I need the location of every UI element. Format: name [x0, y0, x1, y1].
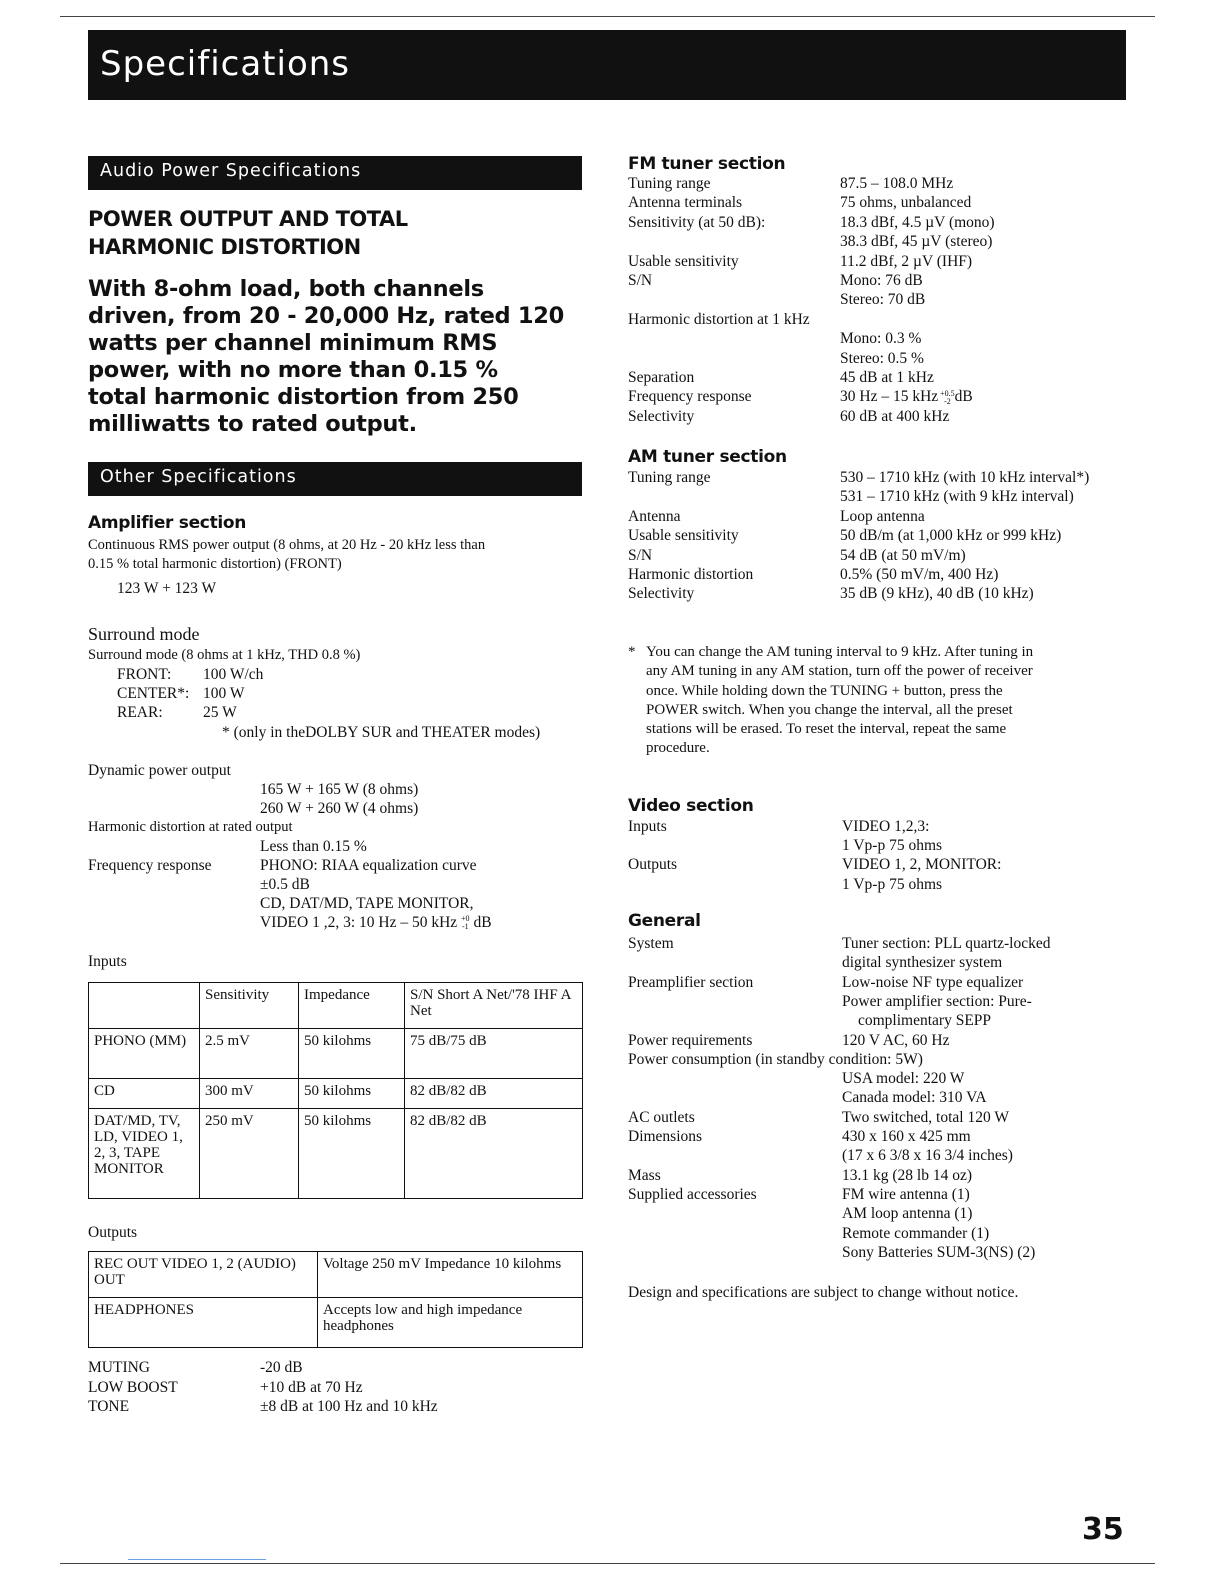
fm-value: Mono: 76 dB [840, 272, 923, 289]
amplifier-desc-1: Continuous RMS power output (8 ohms, at 20 Hz - 20 kHz less than [88, 537, 486, 553]
table-row: DAT/MD, TV, LD, VIDEO 1, 2, 3, TAPE MONITOR 250 mV 50 kilohms 82 dB/82 dB [89, 1109, 583, 1199]
table-row: PHONO (MM) 2.5 mV 50 kilohms 75 dB/75 dB [89, 1029, 583, 1079]
outputs-label: Outputs [88, 1224, 138, 1241]
surround-desc: Surround mode (8 ohms at 1 kHz, THD 0.8 %) [88, 647, 361, 663]
general-label: Power requirements [628, 1031, 753, 1049]
tone-label: TONE [88, 1398, 130, 1415]
frequency-value-3: CD, DAT/MD, TAPE MONITOR, [260, 895, 474, 912]
top-rule [60, 16, 1155, 17]
footer-note: Design and specifications are subject to change without notice. [628, 1284, 1019, 1301]
am-label: S/N [628, 546, 653, 564]
general-label: Power consumption (in standby condition: 5W) [628, 1050, 923, 1068]
am-value: Loop antenna [840, 507, 925, 525]
frequency-value-1: PHONO: RIAA equalization curve [260, 857, 477, 874]
general-value: USA model: 220 W [842, 1070, 965, 1088]
frequency-tolerance: +0 -1 [461, 914, 470, 932]
general-value: (17 x 6 3/8 x 16 3/4 inches) [842, 1147, 1013, 1165]
surround-front-value: 100 W/ch [203, 666, 264, 683]
audio-power-bar [88, 156, 582, 190]
am-label: Antenna [628, 507, 681, 525]
general-label: Mass [628, 1166, 661, 1184]
fm-value: 87.5 – 108.0 MHz [840, 175, 954, 192]
am-value: 54 dB (at 50 mV/m) [840, 546, 966, 564]
surround-note: * (only in theDOLBY SUR and THEATER modes) [222, 724, 541, 741]
general-value: Remote commander (1) [842, 1224, 990, 1242]
fm-value: 11.2 dBf, 2 µV (IHF) [840, 252, 973, 270]
table-row: HEADPHONES Accepts low and high impedance headphones [89, 1298, 583, 1348]
dynamic-value-2: 260 W + 260 W (4 ohms) [260, 800, 419, 817]
general-value: Two switched, total 120 W [842, 1108, 1009, 1126]
fm-value: 30 Hz – 15 kHz +0.5 -2 dB [840, 388, 973, 406]
fm-value: Stereo: 70 dB [840, 291, 926, 309]
harmonic-value: Less than 0.15 % [260, 838, 367, 855]
fm-label: Harmonic distortion at 1 kHz [628, 310, 810, 328]
dynamic-value-1: 165 W + 165 W (8 ohms) [260, 781, 419, 798]
general-value: 13.1 kg (28 lb 14 oz) [842, 1166, 973, 1184]
dynamic-label: Dynamic power output [88, 762, 231, 779]
general-value: 120 V AC, 60 Hz [842, 1031, 950, 1049]
am-label: Selectivity [628, 585, 695, 603]
surround-rear-value: 25 W [203, 704, 237, 721]
general-label: AC outlets [628, 1108, 695, 1126]
am-label: Usable sensitivity [628, 527, 739, 545]
amplifier-desc-2: 0.15 % total harmonic distortion) (FRONT) [88, 556, 342, 572]
general-value: AM loop antenna (1) [842, 1205, 973, 1223]
general-value: Low-noise NF type equalizer [842, 973, 1024, 991]
inputs-label: Inputs [88, 953, 127, 970]
harmonic-label: Harmonic distortion at rated output [88, 819, 293, 835]
fm-label: Usable sensitivity [628, 252, 739, 270]
am-value: 50 dB/m (at 1,000 kHz or 999 kHz) [840, 527, 1062, 545]
fm-label: S/N [628, 272, 653, 289]
am-value: 531 – 1710 kHz (with 9 kHz interval) [840, 488, 1074, 506]
power-statement: With 8-ohm load, both channels driven, from 20 - 20,000 Hz, rated 120 watts per channel minimum RMS power, with no more than 0.15 % total harmonic distortion from 250 milliwatts to rated output. [88, 276, 564, 437]
table-row: CD 300 mV 50 kilohms 82 dB/82 dB [89, 1079, 583, 1109]
general-value: Canada model: 310 VA [842, 1089, 987, 1107]
video-label: Inputs [628, 818, 667, 835]
amplifier-value: 123 W + 123 W [117, 580, 217, 597]
frequency-label: Frequency response [88, 857, 212, 874]
general-value: Tuner section: PLL quartz-locked [842, 935, 1051, 952]
muting-value: -20 dB [260, 1359, 303, 1376]
video-value: 1 Vp-p 75 ohms [842, 875, 943, 893]
general-heading: General [628, 911, 701, 931]
frequency-value-4: VIDEO 1 ,2, 3: 10 Hz – 50 kHz +0 -1 dB [260, 914, 492, 932]
table-row: Sensitivity Impedance S/N Short A Net/'78 IHF A Net [89, 983, 583, 1029]
am-note-mark: * [628, 644, 636, 660]
audio-power-bar-label: Audio Power Specifications [100, 161, 362, 181]
muting-label: MUTING [88, 1359, 150, 1376]
fm-value: Stereo: 0.5 % [840, 349, 924, 367]
am-note: You can change the AM tuning interval to 9 kHz. After tuning in any AM tuning in any AM station, turn off the power of receiver once. While holding down the TUNING + button, press the POWER switch. When you change the interval, all the preset stations will be erased. To reset the interval, repeat the same procedure. [646, 644, 1034, 757]
video-heading: Video section [628, 796, 754, 816]
page-number: 35 [1082, 1512, 1124, 1547]
power-output-heading: POWER OUTPUT AND TOTAL HARMONIC DISTORTION [88, 207, 408, 259]
fm-label: Selectivity [628, 407, 695, 425]
general-label: Dimensions [628, 1128, 703, 1145]
general-label: System [628, 935, 674, 952]
video-label: Outputs [628, 856, 678, 874]
lowboost-value: +10 dB at 70 Hz [260, 1379, 363, 1396]
fm-label: Separation [628, 369, 695, 386]
tone-value: ±8 dB at 100 Hz and 10 kHz [260, 1398, 438, 1415]
fm-label: Antenna terminals [628, 194, 743, 212]
surround-center-label: CENTER*: [117, 685, 190, 702]
surround-rear-label: REAR: [117, 704, 163, 721]
video-value: VIDEO 1, 2, MONITOR: [842, 856, 1002, 874]
fm-heading: FM tuner section [628, 154, 786, 174]
am-heading: AM tuner section [628, 447, 787, 467]
am-label: Tuning range [628, 469, 711, 486]
inputs-table [88, 982, 583, 1199]
fm-value: 38.3 dBf, 45 µV (stereo) [840, 233, 993, 251]
fm-label: Sensitivity (at 50 dB): [628, 213, 766, 231]
table-row: REC OUT VIDEO 1, 2 (AUDIO) OUT Voltage 250 mV Impedance 10 kilohms [89, 1252, 583, 1298]
page-title-bar [88, 30, 1126, 100]
surround-heading: Surround mode [88, 624, 200, 644]
am-value: 35 dB (9 kHz), 40 dB (10 kHz) [840, 585, 1034, 603]
surround-center-value: 100 W [203, 685, 245, 702]
general-label: Supplied accessories [628, 1185, 757, 1203]
outputs-table [88, 1251, 583, 1348]
bottom-accent-rule [128, 1559, 266, 1560]
surround-front-label: FRONT: [117, 666, 172, 683]
general-value: complimentary SEPP [858, 1012, 992, 1030]
general-value: FM wire antenna (1) [842, 1185, 970, 1203]
page-title: Specifications [100, 44, 351, 84]
lowboost-label: LOW BOOST [88, 1379, 178, 1396]
fm-value: 45 dB at 1 kHz [840, 369, 934, 386]
video-value: 1 Vp-p 75 ohms [842, 837, 943, 855]
fm-label: Frequency response [628, 388, 752, 406]
fm-value: 18.3 dBf, 4.5 µV (mono) [840, 213, 995, 231]
amplifier-heading: Amplifier section [88, 513, 247, 533]
am-value: 530 – 1710 kHz (with 10 kHz interval*) [840, 469, 1090, 486]
fm-value: 60 dB at 400 kHz [840, 407, 950, 425]
other-spec-bar [88, 462, 582, 496]
am-value: 0.5% (50 mV/m, 400 Hz) [840, 566, 999, 583]
video-value: VIDEO 1,2,3: [842, 818, 930, 835]
general-label: Preamplifier section [628, 973, 754, 991]
am-label: Harmonic distortion [628, 566, 754, 583]
general-value: digital synthesizer system [842, 954, 1003, 972]
fm-value: 75 ohms, unbalanced [840, 194, 972, 212]
general-value: Sony Batteries SUM-3(NS) (2) [842, 1243, 1036, 1261]
general-value: Power amplifier section: Pure- [842, 992, 1032, 1010]
tolerance: +0.5 -2 [940, 388, 955, 406]
fm-value: Mono: 0.3 % [840, 330, 922, 348]
fm-label: Tuning range [628, 175, 711, 192]
frequency-value-2: ±0.5 dB [260, 876, 310, 893]
other-spec-bar-label: Other Specifications [100, 467, 297, 487]
bottom-rule [60, 1563, 1155, 1564]
general-value: 430 x 160 x 425 mm [842, 1128, 971, 1145]
